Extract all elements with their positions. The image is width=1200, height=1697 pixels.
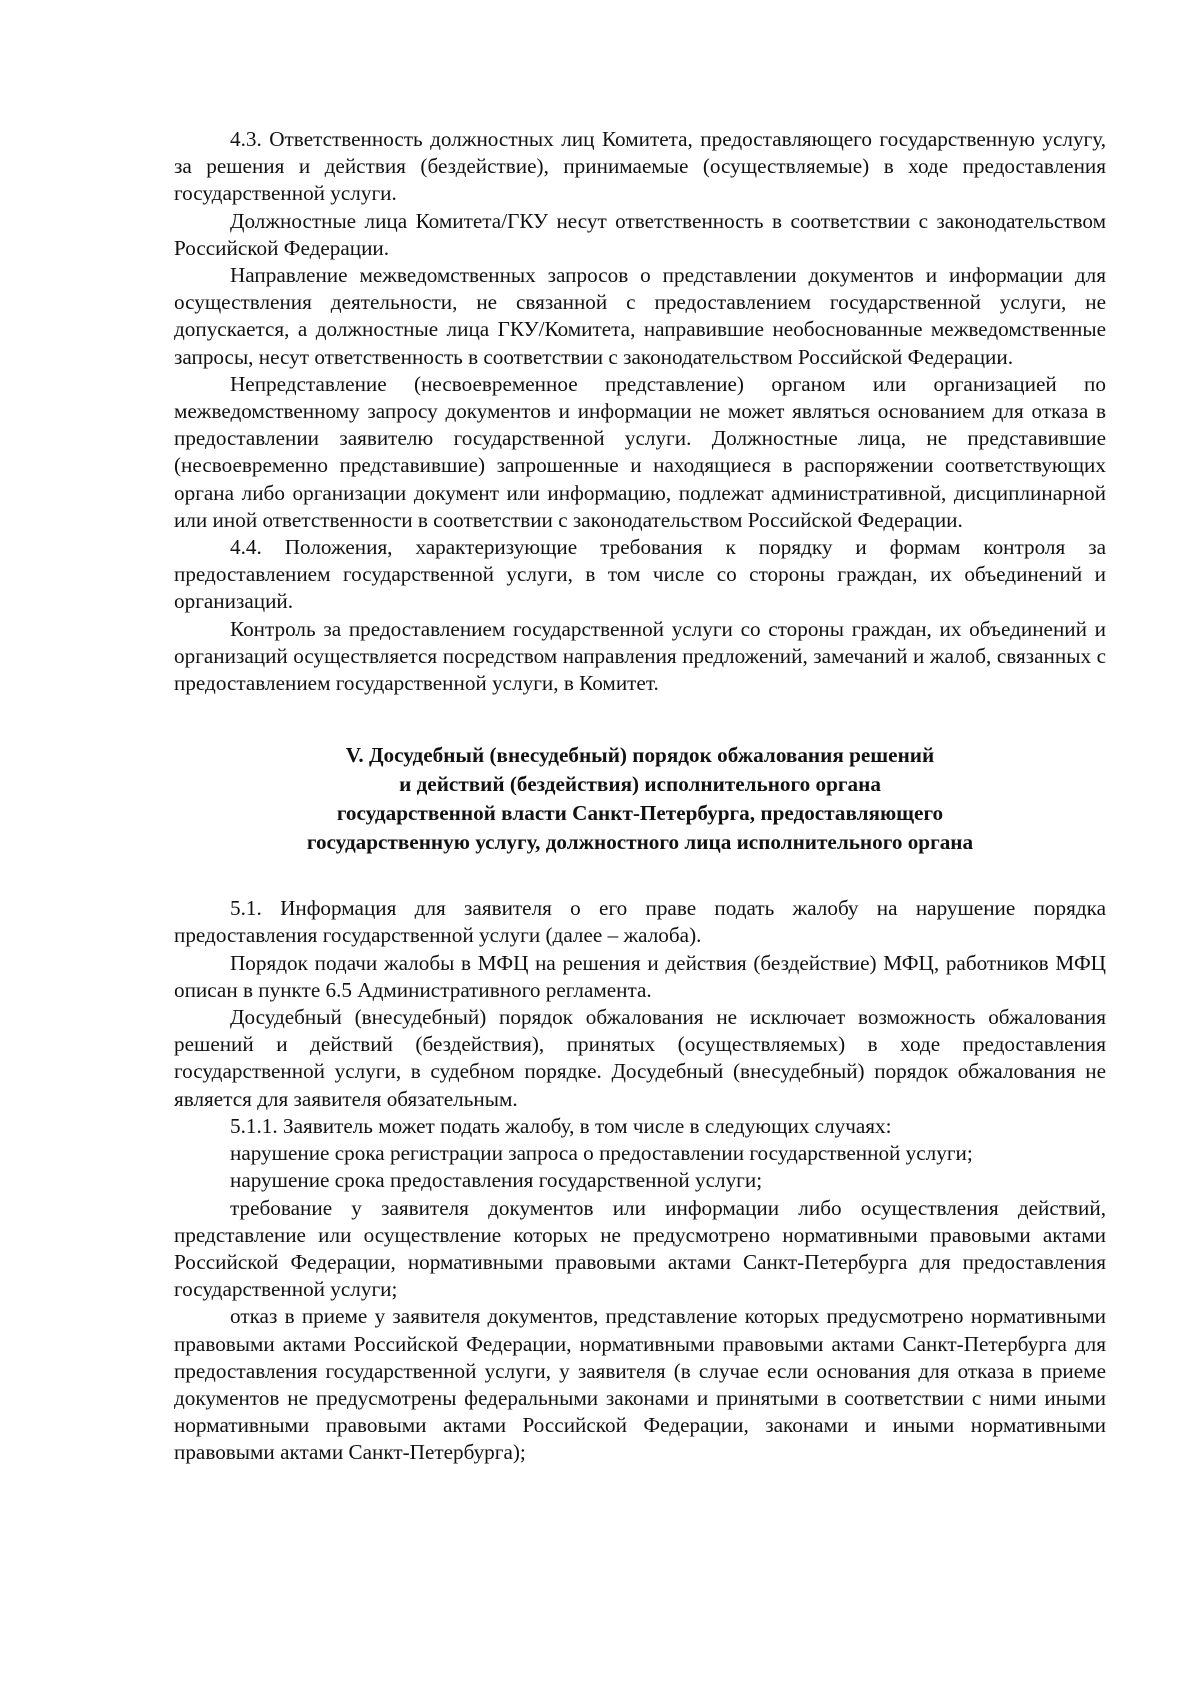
paragraph-4-4: 4.4. Положения, характеризующие требования к порядку и формам контроля за предоставлением государственной услуги, в том числе со стороны граждан, их объединений и организаций. bbox=[174, 535, 1106, 614]
heading-line: государственную услугу, должностного лица исполнительного органа bbox=[306, 830, 974, 855]
list-item-refusal-acceptance: отказ в приеме у заявителя документов, представление которых предусмотрено нормативными правовыми актами Российской Федерации, нормативными правовыми актами Санкт-Петербурга для предоставления государственной услуги, у заявителя (в случае если основания для отказа в приеме документов не предусмотрены федеральными законами и принятыми в соответствии с ними иными нормативными правовыми актами Российской Федерации, законами и иными нормативными правовыми актами Санкт-Петербурга); bbox=[174, 1304, 1106, 1465]
list-item-registration-deadline: нарушение срока регистрации запроса о предоставлении государственной услуги; bbox=[230, 1141, 973, 1166]
paragraph-non-submission: Непредставление (несвоевременное представление) органом или организацией по межведомственному запросу документов и информации не может являться основанием для отказа в предоставлении заявителю государственной услуги. Должностные лица, не представившие (несвоевременно представившие) запрошенные и находящиеся в распоряжении соответствующих органа либо организации документ или информацию, подлежат административной, дисциплинарной или иной ответственности в соответствии с законодательством Российской Федерации. bbox=[174, 371, 1106, 532]
list-item-document-requirement: требование у заявителя документов или информации либо осуществления действий, представление или осуществление которых не предусмотрено нормативными правовыми актами Российской Федерации, нормативными правовыми актами Санкт-Петербурга для предоставления государственной услуги; bbox=[174, 1195, 1106, 1302]
paragraph-interagency-requests: Направление межведомственных запросов о представлении документов и информации для осуществления деятельности, не связанной с предоставлением государственной услуги, не допускается, а должностные лица ГКУ/Комитета, направившие необоснованные межведомственные запросы, несут ответственность в соответствии с законодательством Российской Федерации. bbox=[174, 263, 1106, 369]
section-v-heading bbox=[174, 741, 1106, 857]
paragraph-officials-responsibility: Должностные лица Комитета/ГКУ несут ответственность в соответствии с законодательством Российской Федерации. bbox=[174, 208, 1106, 260]
heading-line: и действий (бездействия) исполнительного органа bbox=[399, 772, 881, 797]
heading-line: государственной власти Санкт-Петербурга, предоставляющего bbox=[336, 801, 944, 826]
heading-line: V. Досудебный (внесудебный) порядок обжалования решений bbox=[345, 743, 935, 768]
list-item-service-deadline: нарушение срока предоставления государственной услуги; bbox=[230, 1168, 763, 1193]
paragraph-5-1-1: 5.1.1. Заявитель может подать жалобу, в том числе в следующих случаях: bbox=[230, 1113, 892, 1138]
paragraph-citizen-control: Контроль за предоставлением государственной услуги со стороны граждан, их объединений и организаций осуществляется посредством направления предложений, замечаний и жалоб, связанных с предоставлением государственной услуги, в Комитет. bbox=[174, 616, 1106, 696]
paragraph-pretrial-procedure: Досудебный (внесудебный) порядок обжалования не исключает возможность обжалования решений и действий (бездействия), принятых (осуществляемых) в ходе предоставления государственной услуги, в судебном порядке. Досудебный (внесудебный) порядок обжалования не является для заявителя обязательным. bbox=[174, 1005, 1106, 1111]
paragraph-4-3: 4.3. Ответственность должностных лиц Комитета, предоставляющего государственную услугу, за решения и действия (бездействие), принимаемые (осуществляемые) в ходе предоставления государственной услуги. bbox=[174, 127, 1106, 206]
paragraph-mfc-complaint: Порядок подачи жалобы в МФЦ на решения и действия (бездействие) МФЦ, работников МФЦ описан в пункте 6.5 Административного регламента. bbox=[174, 950, 1106, 1002]
paragraph-5-1: 5.1. Информация для заявителя о его праве подать жалобу на нарушение порядка предоставления государственной услуги (далее – жалоба). bbox=[174, 896, 1106, 948]
document-page bbox=[174, 126, 1106, 1467]
